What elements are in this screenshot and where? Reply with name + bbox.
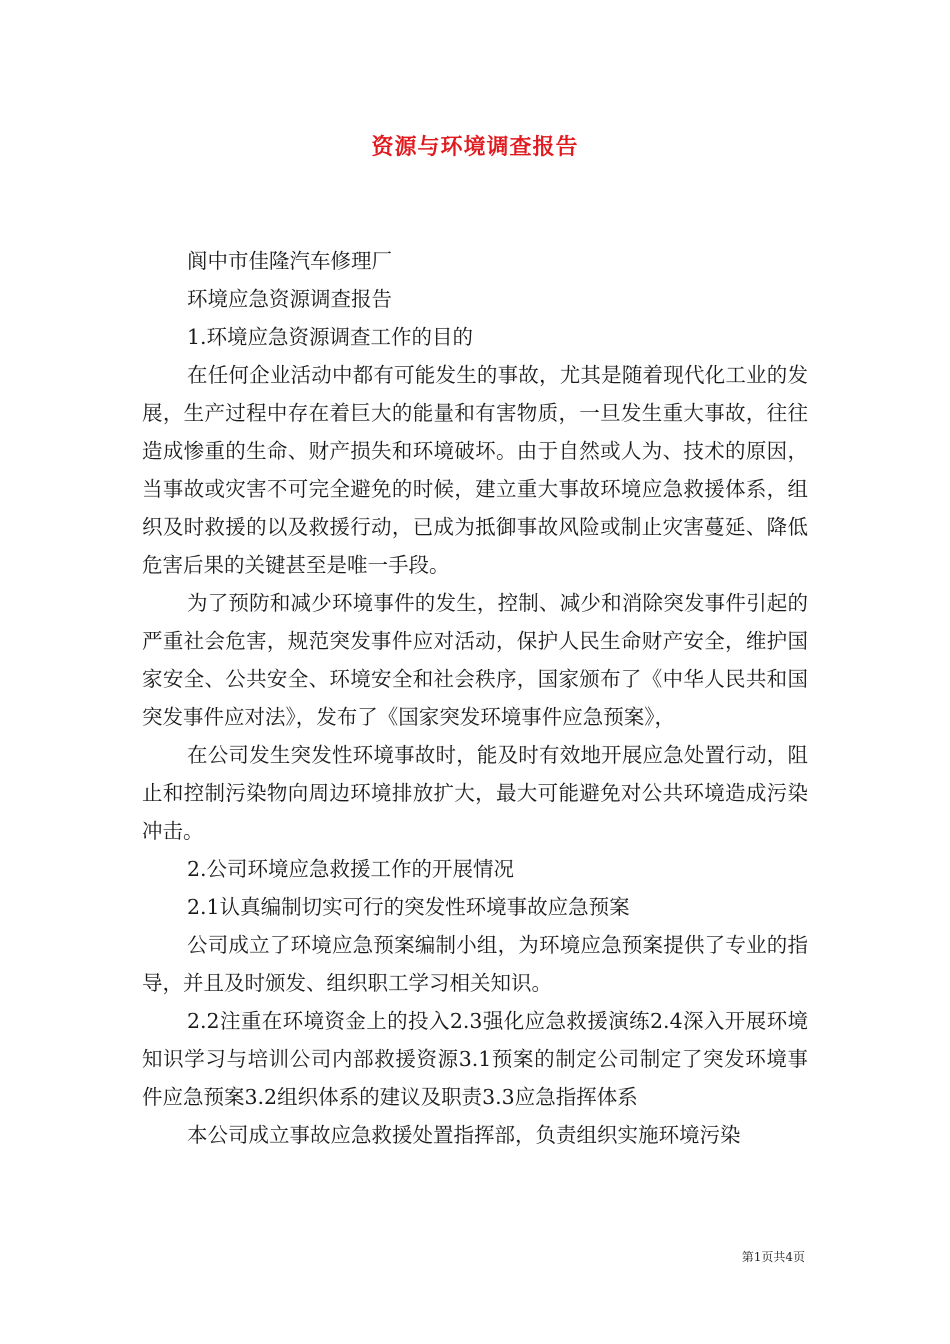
paragraph: 在任何企业活动中都有可能发生的事故，尤其是随着现代化工业的发展，生产过程中存在着巨大的能量和有害物质，一旦发生重大事故，往往造成惨重的生命、财产损失和环境破坏。由于自然或人为、技术的原因，当事故或灾害不可完全避免的时候，建立重大事故环境应急救援体系，组织及时救援的以及救援行动，已成为抵御事故风险或制止灾害蔓延、降低危害后果的关键甚至是唯一手段。 — [142, 363, 808, 577]
paragraph: 公司成立了环境应急预案编制小组，为环境应急预案提供了专业的指导，并且及时颁发、组织职工学习相关知识。 — [142, 933, 808, 995]
page-number: 第1页共4页 — [741, 1250, 805, 1264]
document-body — [142, 242, 808, 1154]
heading-section-2: 2.公司环境应急救援工作的开展情况 — [187, 857, 515, 881]
paragraph-report-title: 环境应急资源调查报告 — [187, 287, 392, 311]
heading-section-1: 1.环境应急资源调查工作的目的 — [187, 325, 474, 349]
paragraph: 2.2注重在环境资金上的投入2.3强化应急救援演练2.4深入开展环境知识学习与培训公司内部救援资源3.1预案的制定公司制定了突发环境事件应急预案3.2组织体系的建议及职责3.3应急指挥体系 — [142, 1009, 808, 1109]
paragraph-company-name: 阆中市佳隆汽车修理厂 — [187, 249, 392, 273]
heading-section-2-1: 2.1认真编制切实可行的突发性环境事故应急预案 — [187, 895, 630, 919]
paragraph: 在公司发生突发性环境事故时，能及时有效地开展应急处置行动，阻止和控制污染物向周边环境排放扩大，最大可能避免对公共环境造成污染冲击。 — [142, 743, 808, 843]
paragraph: 本公司成立事故应急救援处置指挥部，负责组织实施环境污染 — [187, 1123, 741, 1147]
paragraph: 为了预防和减少环境事件的发生，控制、减少和消除突发事件引起的严重社会危害，规范突发事件应对活动，保护人民生命财产安全，维护国家安全、公共安全、环境安全和社会秩序，国家颁布了《中华人民共和国突发事件应对法》，发布了《国家突发环境事件应急预案》， — [142, 591, 808, 729]
document-title: 资源与环境调查报告 — [371, 134, 579, 160]
